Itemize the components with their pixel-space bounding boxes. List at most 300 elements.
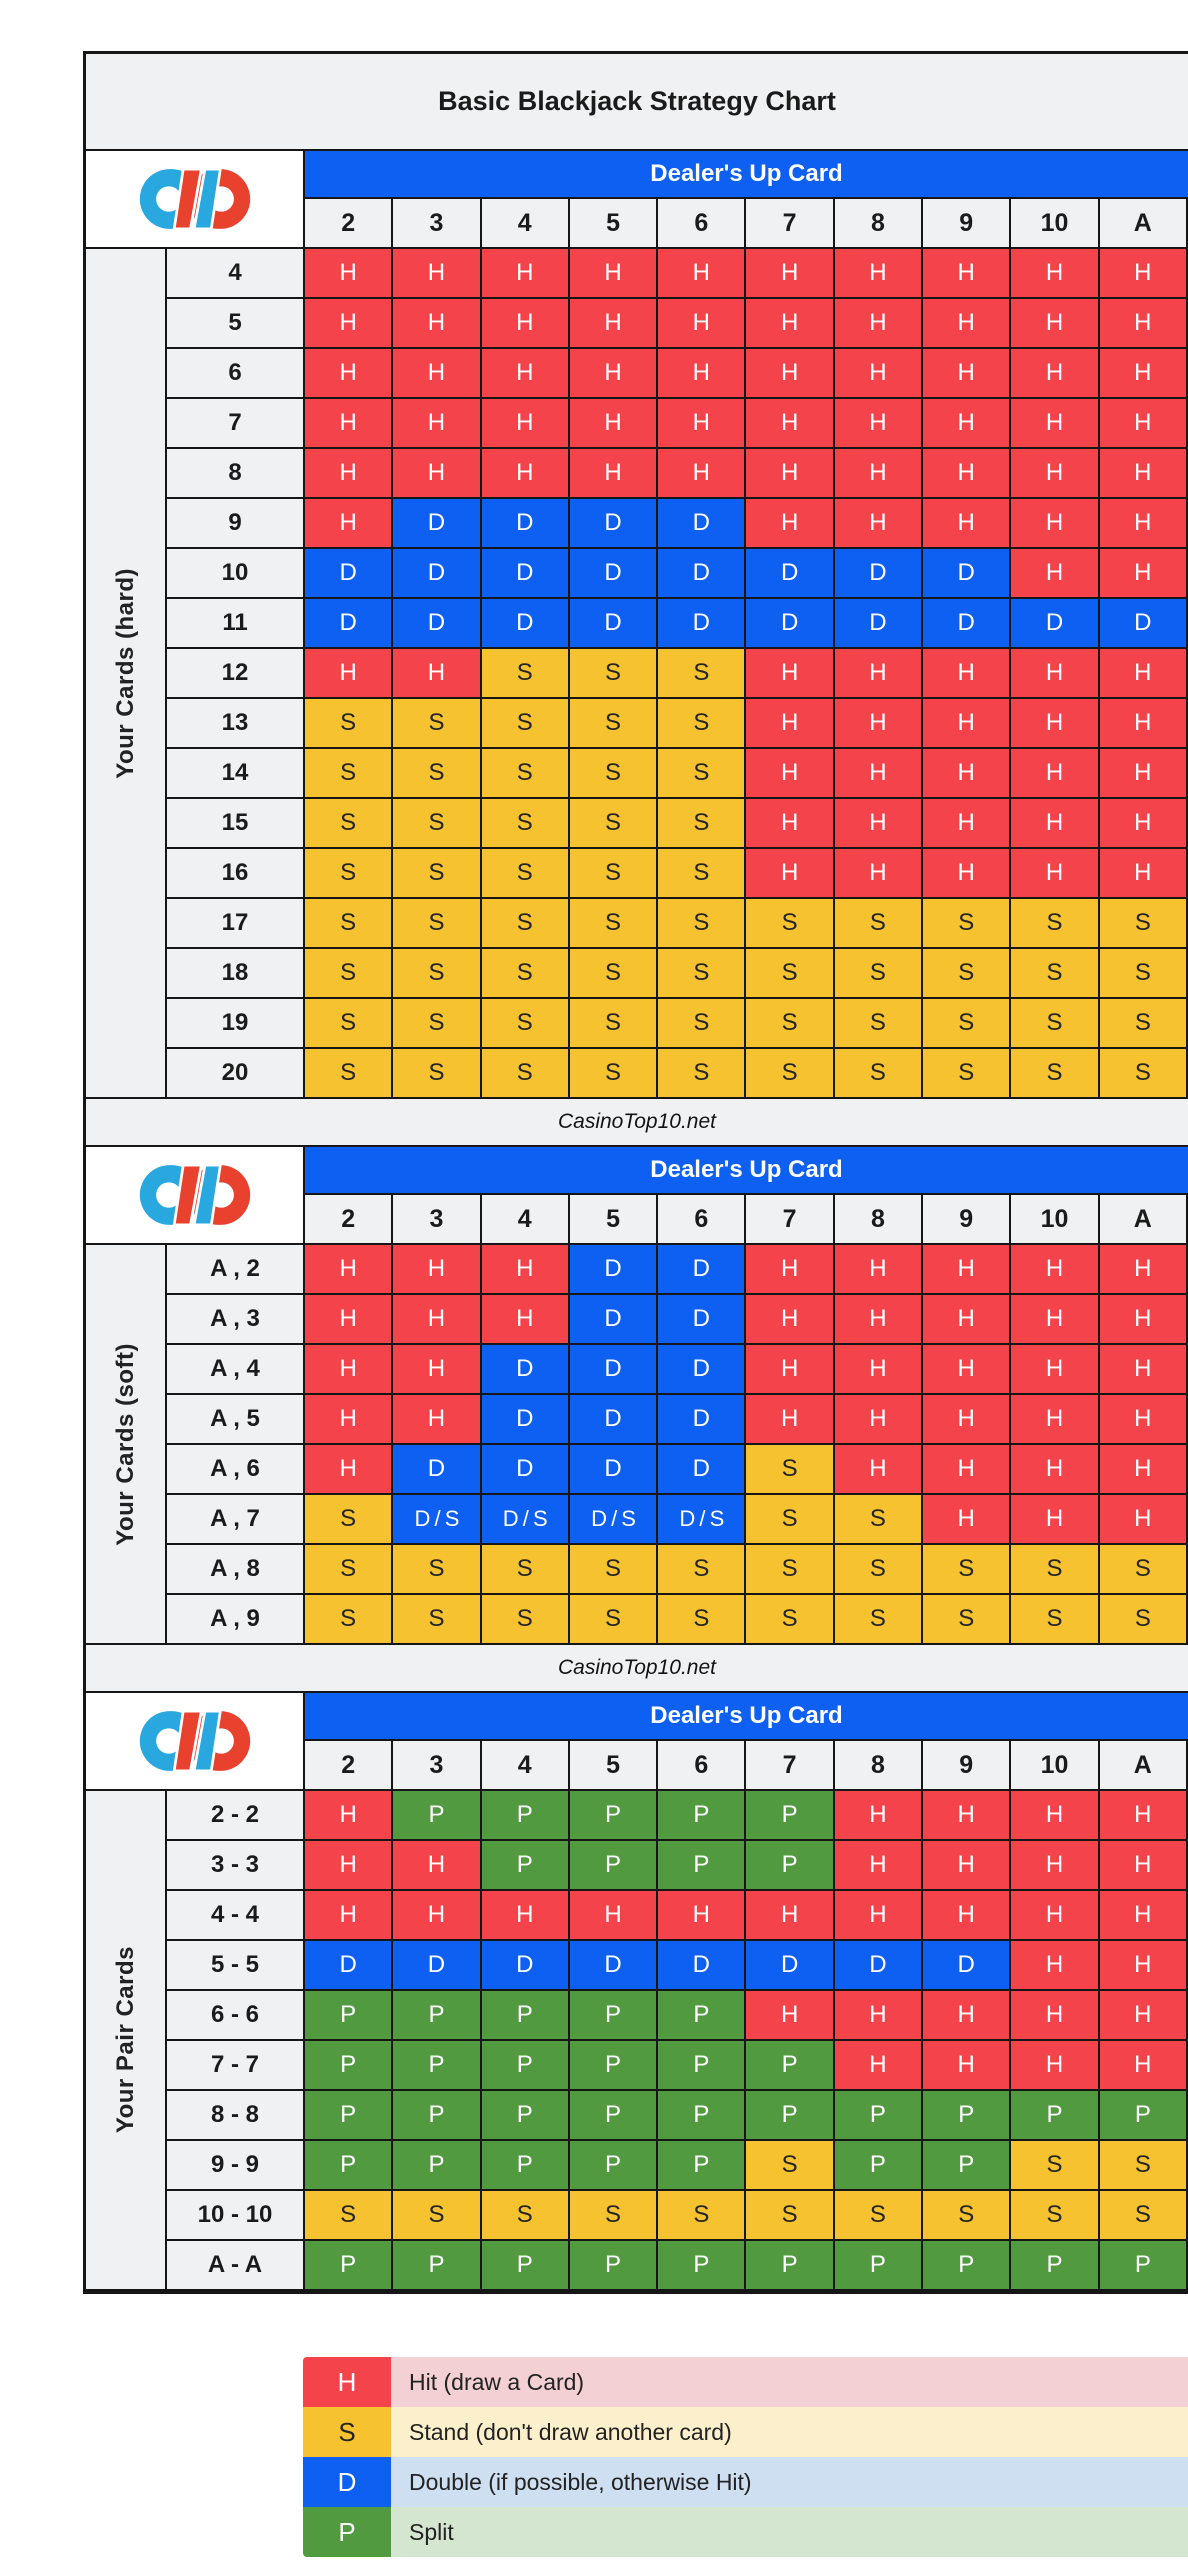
sidebar-label-text: Your Pair Cards <box>111 1946 139 2134</box>
strategy-cell: D <box>570 1445 658 1495</box>
strategy-cell: S <box>746 1595 834 1645</box>
strategy-cell: P <box>835 2141 923 2191</box>
dealer-column-header: 7 <box>746 199 834 249</box>
strategy-cell: S <box>746 1495 834 1545</box>
dealer-column-header: 6 <box>658 1195 746 1245</box>
hand-label: 7 - 7 <box>167 2041 305 2091</box>
strategy-cell: H <box>835 499 923 549</box>
strategy-cell: S <box>1011 1595 1099 1645</box>
strategy-cell: P <box>482 1791 570 1841</box>
table-row <box>167 1891 1188 1941</box>
dealer-column-header: 4 <box>482 1741 570 1791</box>
strategy-cell: H <box>305 1445 393 1495</box>
strategy-cell: H <box>746 1991 834 2041</box>
strategy-cell: H <box>305 349 393 399</box>
casinotop10-logo <box>136 1157 254 1233</box>
strategy-cell: H <box>746 1345 834 1395</box>
strategy-cell: H <box>923 499 1011 549</box>
dealer-column-headers <box>305 1195 1188 1245</box>
legend-label: Stand (don't draw another card) <box>391 2407 1188 2457</box>
strategy-cell: P <box>570 1991 658 2041</box>
casinotop10-logo <box>136 161 254 237</box>
hand-label: 3 - 3 <box>167 1841 305 1891</box>
strategy-cell: H <box>305 499 393 549</box>
strategy-cell: S <box>923 1049 1011 1099</box>
watermark: CasinoTop10.net <box>86 1099 1188 1147</box>
strategy-cell: P <box>570 2041 658 2091</box>
strategy-cell: H <box>393 1395 481 1445</box>
strategy-cell: H <box>305 299 393 349</box>
dealer-column-header: 7 <box>746 1195 834 1245</box>
table-row <box>167 1395 1188 1445</box>
table-header <box>86 1693 1188 1791</box>
strategy-cell: H <box>305 1891 393 1941</box>
strategy-cell: H <box>923 2041 1011 2091</box>
strategy-cell: S <box>570 849 658 899</box>
dealer-up-card-banner: Dealer's Up Card <box>305 1693 1188 1741</box>
strategy-cell: H <box>923 1991 1011 2041</box>
table-row <box>167 1791 1188 1841</box>
strategy-cell: H <box>835 749 923 799</box>
strategy-cell: P <box>305 1991 393 2041</box>
strategy-cell: H <box>482 299 570 349</box>
strategy-cell: H <box>746 649 834 699</box>
strategy-cell: S <box>835 2191 923 2241</box>
strategy-cell: S <box>570 1049 658 1099</box>
strategy-cell: H <box>923 349 1011 399</box>
strategy-cell: S <box>1100 1545 1188 1595</box>
strategy-cell: H <box>570 349 658 399</box>
strategy-cell: H <box>1011 299 1099 349</box>
legend-label: Split <box>391 2507 1188 2557</box>
strategy-cell: H <box>746 299 834 349</box>
legend-row <box>303 2407 1188 2457</box>
strategy-cell: P <box>746 1841 834 1891</box>
table-row <box>167 699 1188 749</box>
dealer-column-header: 2 <box>305 1741 393 1791</box>
strategy-cell: H <box>570 449 658 499</box>
strategy-cell: H <box>1100 2041 1188 2091</box>
strategy-cell: P <box>658 1791 746 1841</box>
strategy-cell: S <box>393 1595 481 1645</box>
strategy-cell: D <box>835 549 923 599</box>
strategy-cell: D <box>658 1245 746 1295</box>
table-row <box>167 1245 1188 1295</box>
strategy-cell: S <box>393 2191 481 2241</box>
strategy-cell: D <box>393 499 481 549</box>
hand-label: 12 <box>167 649 305 699</box>
hand-label: 6 - 6 <box>167 1991 305 2041</box>
strategy-cell: H <box>305 249 393 299</box>
table-row <box>167 899 1188 949</box>
strategy-cell: D <box>482 1345 570 1395</box>
strategy-cell: P <box>393 2241 481 2291</box>
strategy-cell: S <box>658 899 746 949</box>
strategy-cell: D <box>746 599 834 649</box>
strategy-cell: H <box>393 649 481 699</box>
strategy-cell: H <box>1100 1345 1188 1395</box>
strategy-cell: S <box>658 999 746 1049</box>
strategy-cell: H <box>393 349 481 399</box>
hand-label: A , 8 <box>167 1545 305 1595</box>
hand-label: A , 9 <box>167 1595 305 1645</box>
legend-row <box>303 2457 1188 2507</box>
logo-cell <box>86 1693 305 1791</box>
strategy-cell: H <box>1011 549 1099 599</box>
strategy-cell: H <box>1100 1941 1188 1991</box>
table-row <box>167 1445 1188 1495</box>
strategy-cell: P <box>393 2091 481 2141</box>
strategy-cell: H <box>923 799 1011 849</box>
strategy-cell: H <box>1100 1791 1188 1841</box>
strategy-cell: H <box>835 1891 923 1941</box>
casinotop10-logo <box>136 1703 254 1779</box>
strategy-cell: H <box>1011 749 1099 799</box>
strategy-cell: P <box>393 1791 481 1841</box>
strategy-cell: D <box>305 599 393 649</box>
table-body <box>86 1791 1188 2291</box>
strategy-cell: H <box>835 699 923 749</box>
strategy-cell: H <box>1100 1991 1188 2041</box>
strategy-cell: S <box>393 849 481 899</box>
strategy-cell: P <box>746 2241 834 2291</box>
strategy-cell: S <box>305 2191 393 2241</box>
strategy-cell: P <box>923 2141 1011 2191</box>
hand-label: 5 <box>167 299 305 349</box>
sidebar-label-text: Your Cards (hard) <box>111 567 139 779</box>
strategy-cell: H <box>1100 1495 1188 1545</box>
hand-label: 11 <box>167 599 305 649</box>
strategy-cell: H <box>305 649 393 699</box>
strategy-cell: P <box>658 2241 746 2291</box>
dealer-column-header: 8 <box>835 1195 923 1245</box>
strategy-cell: H <box>482 349 570 399</box>
strategy-cell: P <box>570 1841 658 1891</box>
strategy-cell: H <box>746 699 834 749</box>
table-row <box>167 399 1188 449</box>
strategy-cell: P <box>1100 2241 1188 2291</box>
strategy-cell: S <box>1011 1545 1099 1595</box>
strategy-cell: H <box>835 1395 923 1445</box>
strategy-cell: P <box>746 2041 834 2091</box>
strategy-cell: D <box>1100 599 1188 649</box>
strategy-cell: H <box>835 1791 923 1841</box>
hand-label: 15 <box>167 799 305 849</box>
strategy-cell: H <box>923 749 1011 799</box>
strategy-cell: D <box>305 549 393 599</box>
strategy-cell: H <box>835 649 923 699</box>
strategy-cell: H <box>1011 1841 1099 1891</box>
table-row <box>167 1545 1188 1595</box>
strategy-cell: D <box>835 1941 923 1991</box>
strategy-cell: H <box>746 749 834 799</box>
strategy-cell: H <box>1011 1395 1099 1445</box>
strategy-cell: H <box>1011 249 1099 299</box>
legend-swatch: D <box>303 2457 391 2507</box>
strategy-cell: H <box>658 1891 746 1941</box>
strategy-cell: S <box>482 1595 570 1645</box>
strategy-cell: H <box>658 249 746 299</box>
strategy-cell: H <box>1100 1445 1188 1495</box>
hand-label: A - A <box>167 2241 305 2291</box>
hand-label: 6 <box>167 349 305 399</box>
strategy-cell: H <box>923 649 1011 699</box>
strategy-cell: D <box>658 1395 746 1445</box>
strategy-cell: H <box>923 1495 1011 1545</box>
strategy-cell: D <box>658 1295 746 1345</box>
strategy-cell: D <box>570 1941 658 1991</box>
strategy-cell: H <box>658 349 746 399</box>
strategy-cell: D <box>570 1395 658 1445</box>
strategy-cell: H <box>1100 299 1188 349</box>
strategy-cell: S <box>746 949 834 999</box>
strategy-cell: S <box>658 699 746 749</box>
strategy-cell: S <box>835 949 923 999</box>
hand-label: 4 <box>167 249 305 299</box>
strategy-cell: P <box>482 2241 570 2291</box>
strategy-cell: H <box>1100 699 1188 749</box>
strategy-cell: S <box>570 699 658 749</box>
strategy-cell: H <box>1100 1891 1188 1941</box>
strategy-cell: D <box>570 549 658 599</box>
strategy-cell: H <box>1100 449 1188 499</box>
strategy-cell: H <box>1100 849 1188 899</box>
strategy-cell: D <box>570 499 658 549</box>
strategy-cell: H <box>835 1345 923 1395</box>
table-row <box>167 549 1188 599</box>
strategy-cell: H <box>746 1395 834 1445</box>
strategy-cell: S <box>393 799 481 849</box>
strategy-cell: D <box>482 1395 570 1445</box>
strategy-cell: H <box>1011 449 1099 499</box>
legend <box>303 2357 1188 2557</box>
strategy-cell: H <box>835 299 923 349</box>
strategy-cell: S <box>570 949 658 999</box>
strategy-cell: H <box>1100 499 1188 549</box>
strategy-cell: P <box>1100 2091 1188 2141</box>
strategy-cell: S <box>746 899 834 949</box>
strategy-cell: H <box>393 1295 481 1345</box>
strategy-cell: H <box>1011 1941 1099 1991</box>
strategy-cell: H <box>923 1345 1011 1395</box>
hand-label: 18 <box>167 949 305 999</box>
strategy-cell: H <box>923 449 1011 499</box>
strategy-cell: D <box>305 1941 393 1991</box>
dealer-column-header: 5 <box>570 199 658 249</box>
strategy-cell: S <box>393 949 481 999</box>
strategy-cell: P <box>658 2141 746 2191</box>
dealer-column-header: 2 <box>305 1195 393 1245</box>
chart-title-row <box>86 54 1188 151</box>
table-row <box>167 2141 1188 2191</box>
table-rows <box>167 249 1188 1099</box>
strategy-cell: S <box>393 699 481 749</box>
dealer-column-headers <box>305 1741 1188 1791</box>
strategy-cell: D / S <box>482 1495 570 1545</box>
strategy-cell: H <box>1011 1991 1099 2041</box>
legend-swatch: P <box>303 2507 391 2557</box>
strategy-cell: H <box>482 249 570 299</box>
strategy-cell: D <box>1011 599 1099 649</box>
table-row <box>167 2191 1188 2241</box>
strategy-cell: H <box>1100 1245 1188 1295</box>
strategy-cell: P <box>305 2091 393 2141</box>
strategy-cell: H <box>1100 249 1188 299</box>
strategy-cell: S <box>305 949 393 999</box>
strategy-cell: S <box>393 1545 481 1595</box>
strategy-cell: S <box>393 999 481 1049</box>
strategy-cell: H <box>482 399 570 449</box>
dealer-column-header: 8 <box>835 199 923 249</box>
strategy-cell: S <box>570 749 658 799</box>
strategy-cell: S <box>835 1545 923 1595</box>
strategy-cell: D <box>746 1941 834 1991</box>
strategy-cell: D <box>658 599 746 649</box>
strategy-cell: P <box>482 1991 570 2041</box>
strategy-cell: S <box>1100 1595 1188 1645</box>
strategy-cell: S <box>482 649 570 699</box>
strategy-cell: S <box>658 1049 746 1099</box>
strategy-cell: H <box>835 249 923 299</box>
hand-label: A , 2 <box>167 1245 305 1295</box>
table-row <box>167 1991 1188 2041</box>
strategy-cell: D <box>570 1245 658 1295</box>
strategy-cell: H <box>1100 1395 1188 1445</box>
strategy-cell: D <box>658 499 746 549</box>
dealer-column-header: 9 <box>923 1195 1011 1245</box>
strategy-cell: P <box>658 2041 746 2091</box>
strategy-cell: H <box>305 1295 393 1345</box>
strategy-cell: S <box>482 749 570 799</box>
strategy-cell: S <box>305 1049 393 1099</box>
strategy-cell: P <box>1011 2241 1099 2291</box>
sidebar-group-label <box>86 1791 167 2291</box>
table-row <box>167 1841 1188 1891</box>
strategy-cell: D <box>393 599 481 649</box>
strategy-cell: P <box>835 2241 923 2291</box>
strategy-cell: S <box>570 1545 658 1595</box>
strategy-cell: P <box>746 2091 834 2141</box>
table-row <box>167 949 1188 999</box>
strategy-cell: H <box>923 299 1011 349</box>
strategy-cell: H <box>746 499 834 549</box>
logo-cell <box>86 1147 305 1245</box>
strategy-cell: H <box>835 1445 923 1495</box>
table-row <box>167 1345 1188 1395</box>
strategy-cell: S <box>658 849 746 899</box>
hand-label: A , 6 <box>167 1445 305 1495</box>
strategy-cell: H <box>305 1395 393 1445</box>
strategy-cell: S <box>658 1595 746 1645</box>
strategy-cell: P <box>923 2241 1011 2291</box>
strategy-cell: D <box>482 599 570 649</box>
strategy-cell: H <box>1011 1245 1099 1295</box>
strategy-cell: S <box>658 1545 746 1595</box>
strategy-cell: H <box>1011 499 1099 549</box>
strategy-cell: H <box>835 399 923 449</box>
hand-label: 19 <box>167 999 305 1049</box>
strategy-cell: D / S <box>658 1495 746 1545</box>
strategy-cell: S <box>923 949 1011 999</box>
strategy-cell: H <box>1100 649 1188 699</box>
strategy-cell: D <box>923 599 1011 649</box>
table-row <box>167 999 1188 1049</box>
strategy-cell: H <box>1011 699 1099 749</box>
table-row <box>167 2091 1188 2141</box>
strategy-cell: H <box>923 1791 1011 1841</box>
hand-label: 17 <box>167 899 305 949</box>
dealer-column-header: 10 <box>1011 1741 1099 1791</box>
strategy-cell: S <box>570 649 658 699</box>
strategy-cell: H <box>393 1245 481 1295</box>
dealer-column-header: 3 <box>393 1741 481 1791</box>
strategy-cell: D <box>482 499 570 549</box>
strategy-cell: H <box>1100 349 1188 399</box>
strategy-cell: P <box>570 2141 658 2191</box>
strategy-cell: H <box>305 1245 393 1295</box>
table-header <box>86 151 1188 249</box>
strategy-cell: P <box>393 1991 481 2041</box>
strategy-cell: H <box>1100 1841 1188 1891</box>
dealer-column-headers <box>305 199 1188 249</box>
strategy-cell: P <box>393 2141 481 2191</box>
strategy-cell: S <box>1100 2141 1188 2191</box>
strategy-cell: D <box>746 549 834 599</box>
strategy-table-section <box>86 1147 1188 1645</box>
dealer-up-card-banner: Dealer's Up Card <box>305 1147 1188 1195</box>
strategy-cell: D <box>482 1445 570 1495</box>
table-row <box>167 349 1188 399</box>
strategy-cell: H <box>1011 799 1099 849</box>
strategy-cell: H <box>746 1245 834 1295</box>
strategy-cell: S <box>482 799 570 849</box>
strategy-cell: H <box>923 1295 1011 1345</box>
dealer-column-header: 9 <box>923 1741 1011 1791</box>
table-rows <box>167 1245 1188 1645</box>
strategy-cell: S <box>1100 899 1188 949</box>
strategy-cell: D <box>923 1941 1011 1991</box>
strategy-cell: S <box>482 1049 570 1099</box>
strategy-cell: P <box>658 1841 746 1891</box>
strategy-cell: H <box>393 399 481 449</box>
strategy-cell: D <box>570 599 658 649</box>
strategy-cell: S <box>305 749 393 799</box>
header-right <box>305 151 1188 249</box>
strategy-cell: S <box>1100 949 1188 999</box>
strategy-cell: H <box>1100 549 1188 599</box>
strategy-cell: S <box>746 2141 834 2191</box>
strategy-cell: S <box>658 799 746 849</box>
strategy-cell: S <box>1011 2191 1099 2241</box>
table-row <box>167 1495 1188 1545</box>
hand-label: 10 - 10 <box>167 2191 305 2241</box>
sidebar-group-label <box>86 249 167 1099</box>
strategy-cell: S <box>305 999 393 1049</box>
strategy-cell: H <box>923 1891 1011 1941</box>
strategy-cell: S <box>1011 2141 1099 2191</box>
strategy-cell: D <box>658 1345 746 1395</box>
strategy-cell: S <box>923 999 1011 1049</box>
page-title: Basic Blackjack Strategy Chart <box>438 86 836 116</box>
strategy-cell: S <box>835 1049 923 1099</box>
strategy-cell: D <box>482 1941 570 1991</box>
strategy-cell: D <box>482 549 570 599</box>
strategy-cell: S <box>658 749 746 799</box>
strategy-cell: S <box>570 1595 658 1645</box>
legend-label: Hit (draw a Card) <box>391 2357 1188 2407</box>
strategy-cell: H <box>835 2041 923 2091</box>
strategy-cell: H <box>482 449 570 499</box>
